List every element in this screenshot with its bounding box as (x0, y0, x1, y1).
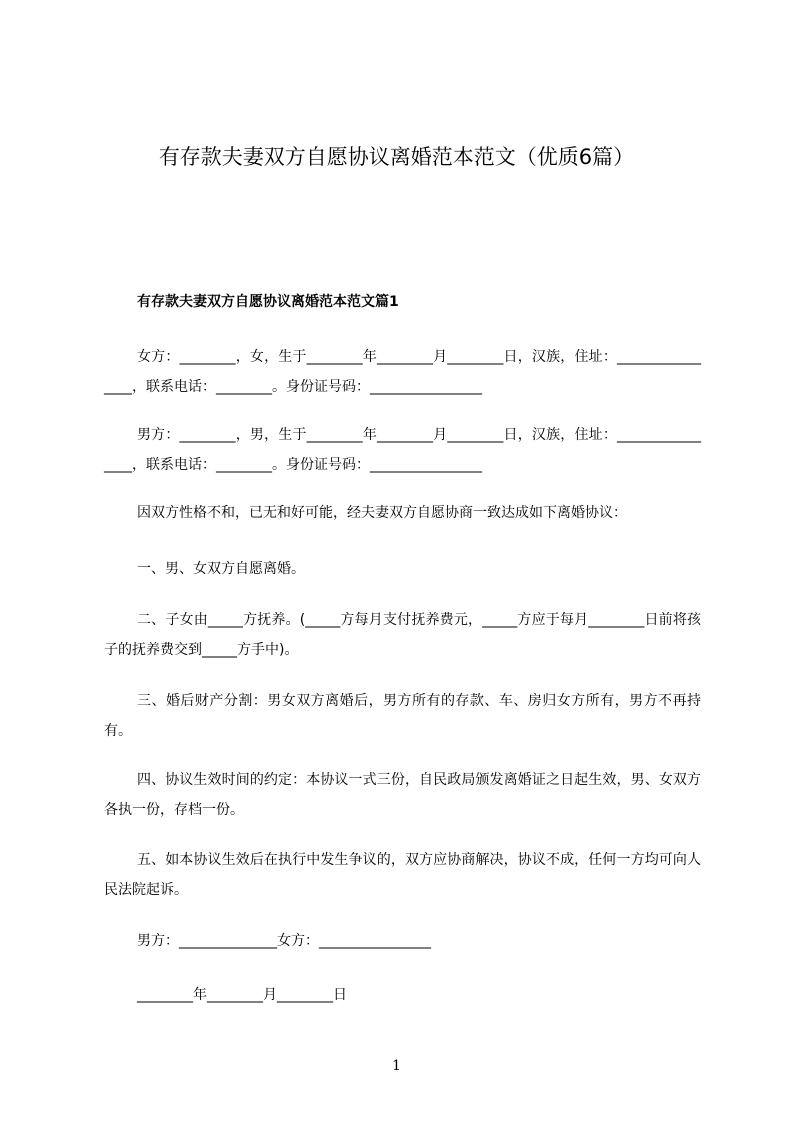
document-title: 有存款夫妻双方自愿协议离婚范本范文（优质6篇） (158, 145, 635, 169)
paragraph-clause-1: 一、男、女双方自愿离婚。 (137, 561, 305, 577)
paragraph-male-party: 男方：________，男，生于________年________月________日，汉族，住址：________________，联系电话：________。身份证号码：________________ (104, 427, 701, 473)
paragraph-clause-5: 五、如本协议生效后在执行中发生争议的，双方应协商解决，协议不成，任何一方均可向人民法院起诉。 (104, 852, 701, 898)
paragraph-clause-2: 二、子女由_____方抚养。(_____方每月支付抚养费元，_____方应于每月________日前将孩子的抚养费交到_____方手中)。 (104, 612, 701, 658)
paragraph-clause-3: 三、婚后财产分割：男女双方离婚后，男方所有的存款、车、房归女方所有，男方不再持有。 (104, 693, 701, 739)
date-line: ________年________月________日 (137, 987, 347, 1003)
page-number: 1 (392, 1058, 401, 1074)
paragraph-divorce-reason: 因双方性格不和，已无和好可能，经夫妻双方自愿协商一致达成如下离婚协议： (137, 505, 627, 521)
paragraph-female-party: 女方：________，女，生于________年________月________日，汉族，住址：________________，联系电话：________。身份证号码：________________ (104, 349, 701, 395)
signature-line: 男方：______________女方：________________ (137, 933, 431, 949)
paragraph-clause-4: 四、协议生效时间的约定：本协议一式三份，自民政局颁发离婚证之日起生效，男、女双方各执一份，存档一份。 (104, 772, 701, 818)
section-heading: 有存款夫妻双方自愿协议离婚范本范文篇1 (137, 294, 399, 310)
